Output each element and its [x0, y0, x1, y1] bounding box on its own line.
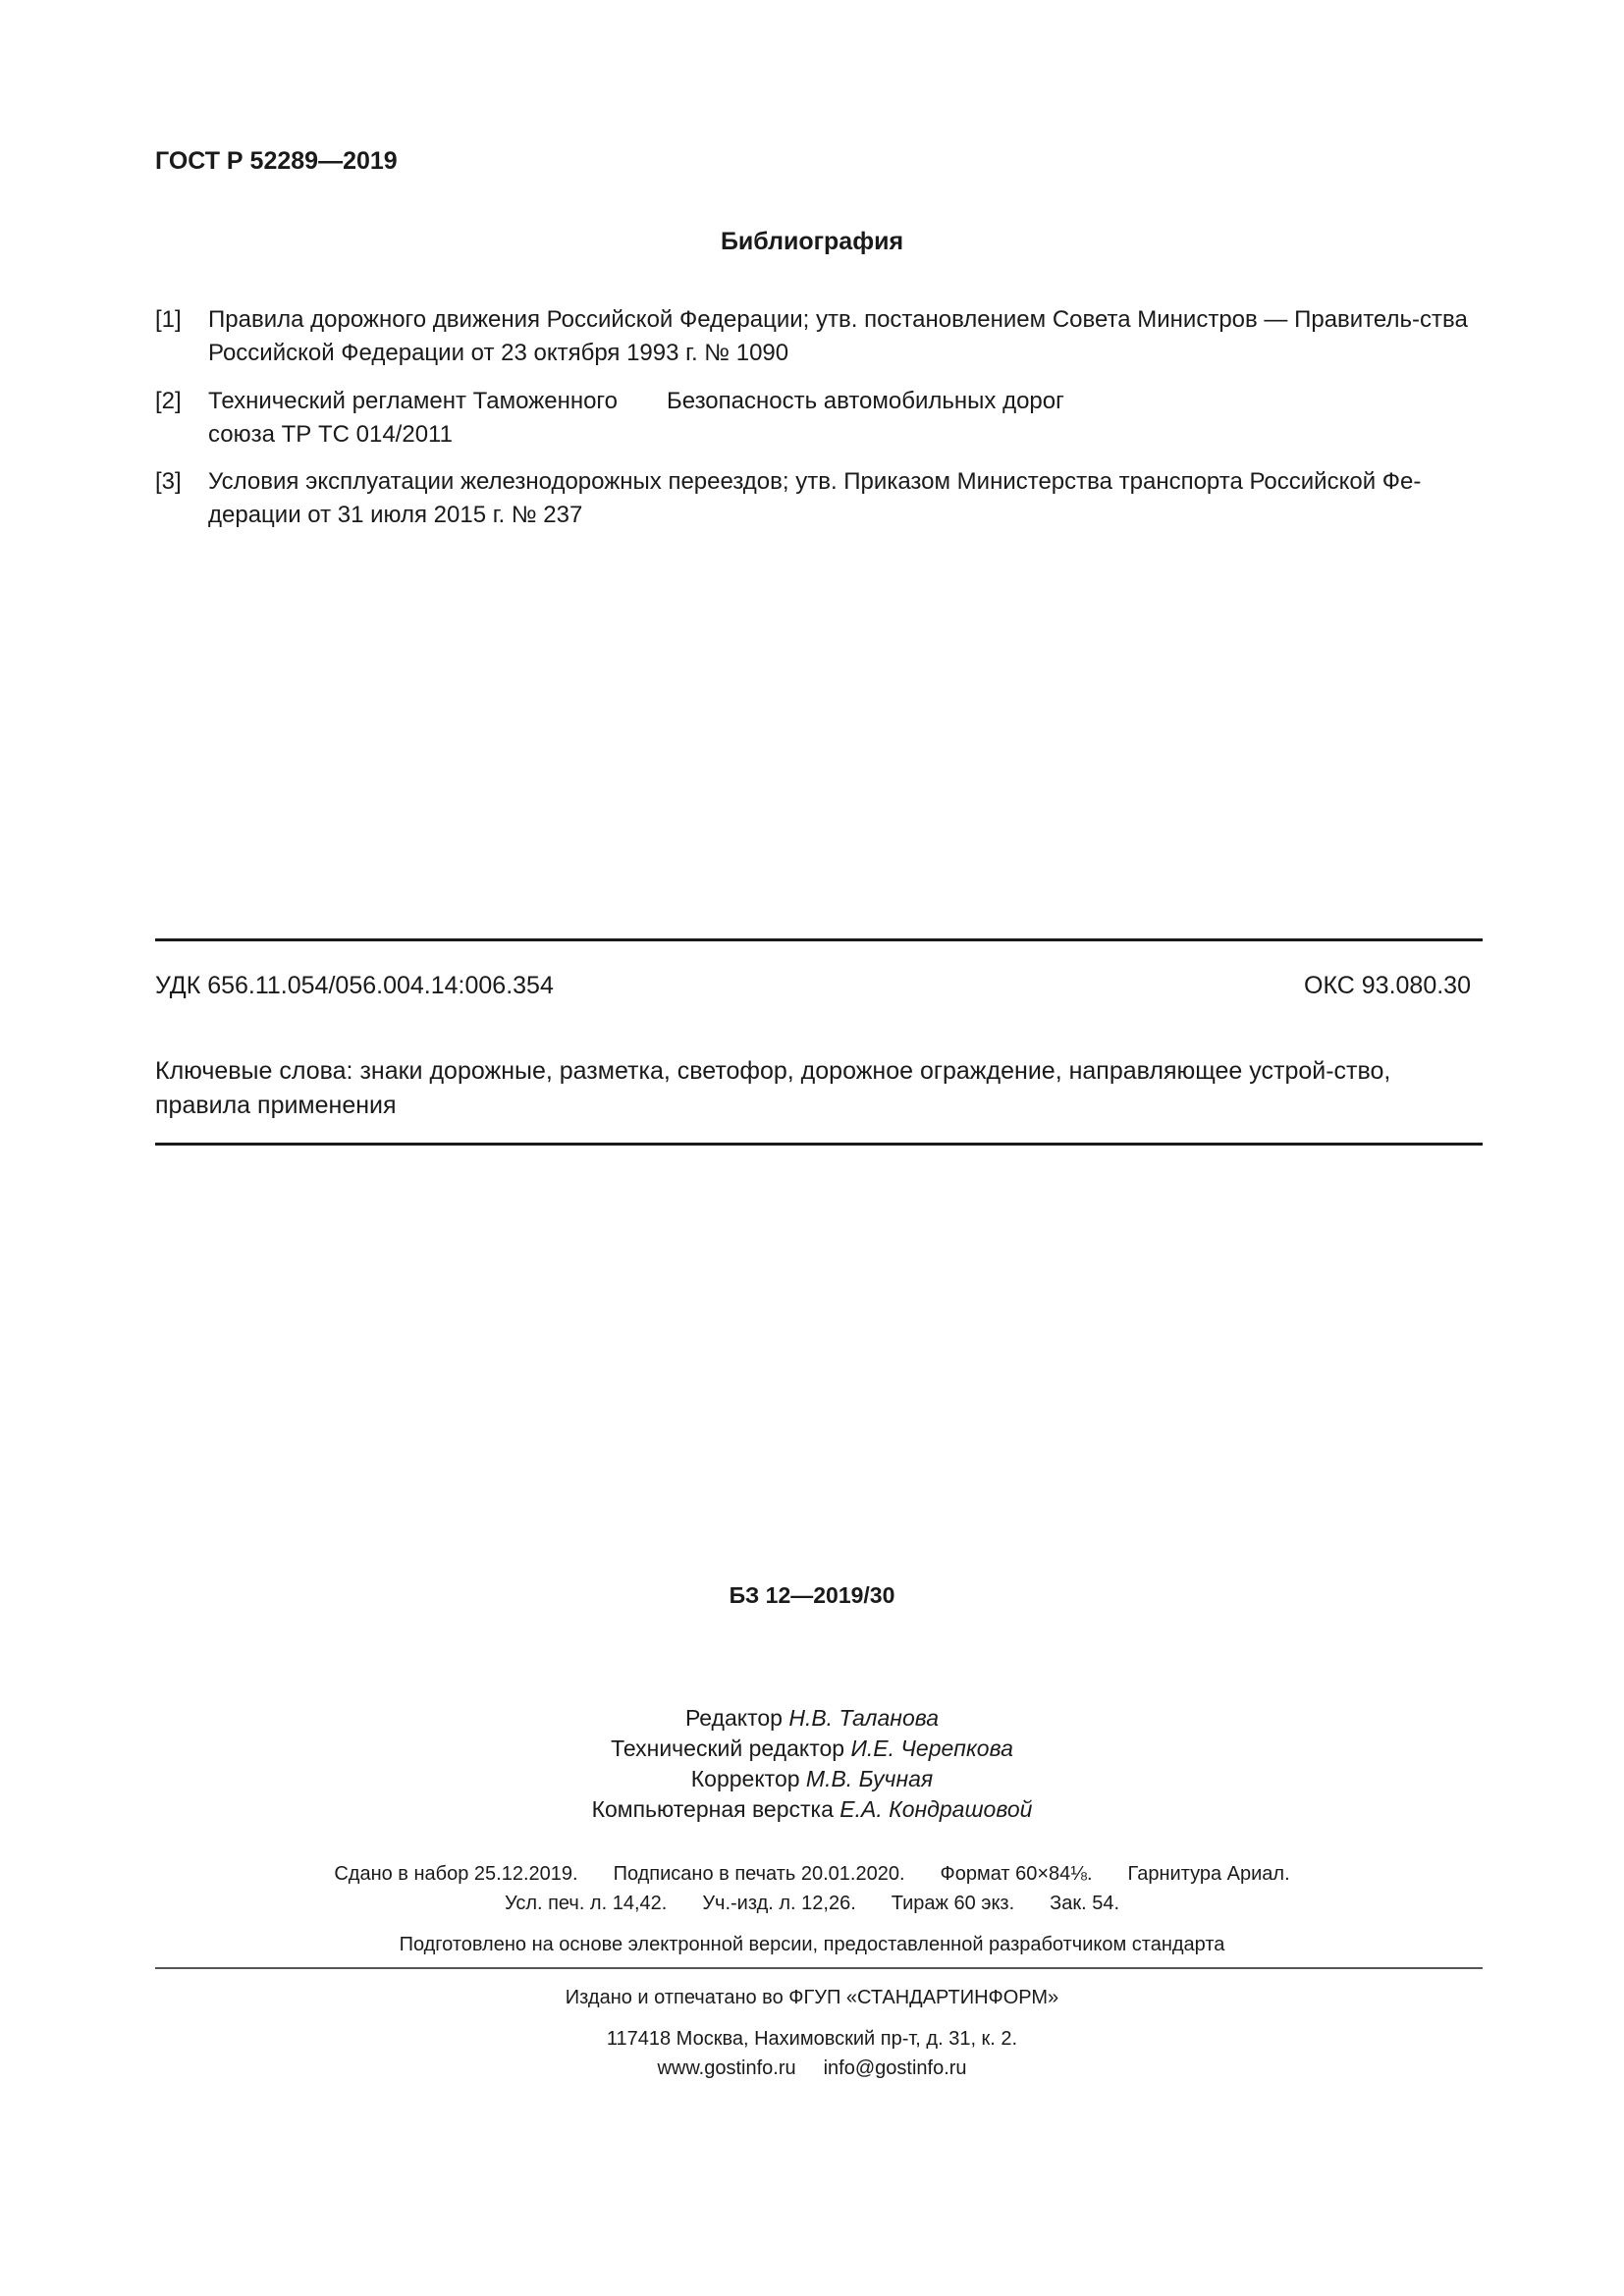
contact-block: [0, 2024, 1624, 2083]
credit-label: Редактор: [684, 1705, 783, 1731]
prepared-note: Подготовлено на основе электронной версии, предоставленной разработчиком стандарта: [399, 1934, 1225, 1955]
imprint-line: [0, 1859, 1624, 1889]
oks-code: ОКС 93.080.30: [1304, 972, 1471, 999]
imprint-print-sheets: Усл. печ. л. 14,42.: [504, 1893, 668, 1914]
imprint-print-run: Тираж 60 экз.: [891, 1893, 1015, 1914]
email-link[interactable]: info@gostinfo.ru: [823, 2057, 967, 2079]
imprint-typeface: Гарнитура Ариал.: [1127, 1863, 1290, 1885]
bibliography-item-text: Условия эксплуатации железнодорожных переездов; утв. Приказом Министерства транспорта Российской Фе-дерации от 31 июля 2015 г. № 237: [208, 468, 1422, 528]
credit-editor: [0, 1703, 1624, 1734]
imprint-format: Формат 60×84⅛.: [940, 1863, 1093, 1885]
credit-layout: [0, 1794, 1624, 1825]
credit-label: Компьютерная верстка: [591, 1796, 834, 1822]
imprint-typeset-date: Сдано в набор 25.12.2019.: [334, 1863, 578, 1885]
web-contacts: [0, 2054, 1624, 2083]
bibliography-item: [155, 465, 1483, 532]
bibliography-item-designation: Технический регламент Таможенного союза ТР ТС 014/2011: [208, 388, 618, 448]
imprint-block: [0, 1859, 1624, 1918]
credit-label: Корректор: [690, 1766, 800, 1791]
bibliography-item-number: [1]: [155, 306, 182, 333]
credit-tech-editor: [0, 1734, 1624, 1764]
keywords: Ключевые слова: знаки дорожные, разметка, светофор, дорожное ограждение, направляющее устрой-ство, правила применения: [155, 1057, 1391, 1119]
divider-top: [155, 938, 1483, 941]
imprint-publisher-sheets: Уч.-изд. л. 12,26.: [702, 1893, 856, 1914]
credits-block: [0, 1703, 1624, 1825]
bibliography-title: Библиография: [720, 228, 904, 255]
credit-name: Н.В. Таланова: [788, 1705, 940, 1731]
divider-keywords: [155, 1143, 1483, 1146]
bibliography-item: [155, 385, 1483, 454]
bz-number: БЗ 12—2019/30: [729, 1582, 895, 1608]
bibliography-item-text: Правила дорожного движения Российской Федерации; утв. постановлением Совета Министров — Правитель-ства Российской Федерации от 23 октября 1993 г. № 1090: [208, 306, 1468, 366]
imprint-print-date: Подписано в печать 20.01.2020.: [613, 1863, 905, 1885]
website-link[interactable]: www.gostinfo.ru: [657, 2057, 796, 2079]
postal-address: 117418 Москва, Нахимовский пр-т, д. 31, к. 2.: [606, 2028, 1018, 2050]
bibliography-item-title: Безопасность автомобильных дорог: [667, 388, 1064, 414]
publisher-line: Издано и отпечатано во ФГУП «СТАНДАРТИНФОРМ»: [565, 1987, 1059, 2008]
credit-label: Технический редактор: [611, 1735, 845, 1761]
udk-code: УДК 656.11.054/056.004.14:006.354: [155, 972, 554, 999]
credit-name: М.В. Бучная: [805, 1766, 934, 1791]
bibliography-item-number: [2]: [155, 388, 182, 414]
bibliography-item: [155, 303, 1483, 370]
bibliography-item-number: [3]: [155, 468, 182, 495]
credit-corrector: [0, 1764, 1624, 1794]
imprint-line: [0, 1889, 1624, 1918]
divider-bottom: [155, 1967, 1483, 1969]
imprint-order: Зак. 54.: [1050, 1893, 1120, 1914]
document-code: ГОСТ Р 52289—2019: [155, 147, 398, 175]
credit-name: И.Е. Черепкова: [850, 1735, 1013, 1761]
credit-name: Е.А. Кондрашовой: [839, 1796, 1033, 1822]
